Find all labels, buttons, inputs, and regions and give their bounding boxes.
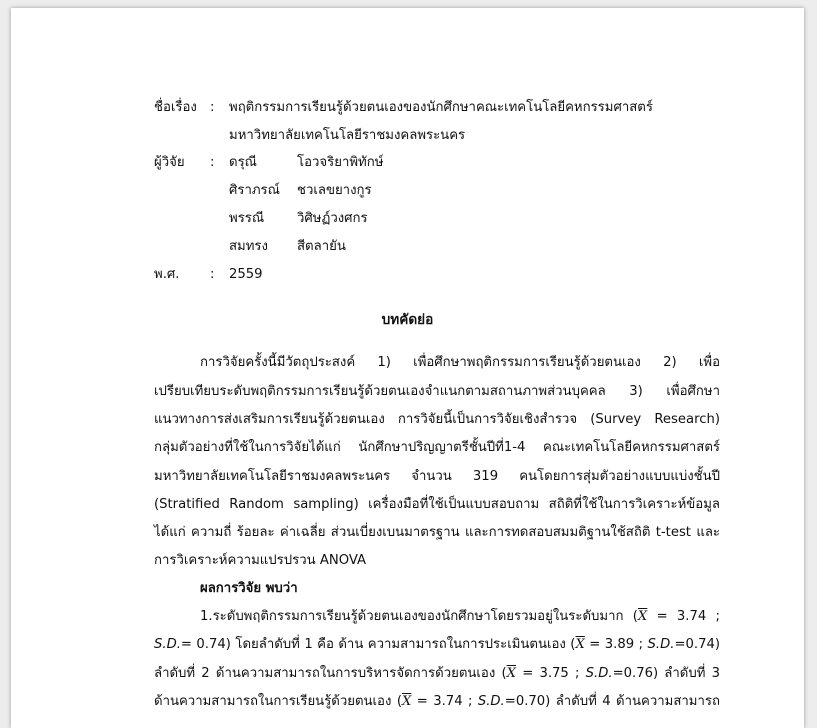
results-line-3-value: = 3.75 ; bbox=[516, 666, 586, 681]
results-line-3-text: ลำดับที่ 2 ด้านความสามารถในการบริหารจัดการด้วยตนเอง ( bbox=[154, 666, 507, 681]
results-line-2-value: = 3.89 ; bbox=[584, 637, 648, 652]
year-colon: : bbox=[210, 267, 215, 282]
results-line-4 bbox=[154, 695, 720, 708]
researcher-4-first: สมทรง bbox=[229, 239, 268, 254]
title-label: ชื่อเรื่อง bbox=[154, 100, 197, 115]
abstract-heading: บทคัดย่อ bbox=[381, 312, 434, 328]
title-line-2: มหาวิทยาลัยเทคโนโลยีราชมงคลพระนคร bbox=[229, 128, 466, 143]
researcher-4-last: สีตลายัน bbox=[297, 239, 346, 254]
results-line-1-value: = 3.74 ; bbox=[647, 609, 720, 624]
sd-symbol: S.D. bbox=[477, 694, 505, 709]
abstract-line-7: ได้แก่ ความถี่ ร้อยละ ค่าเฉลี่ย ส่วนเบี่ยงเบนมาตรฐาน และการทดสอบสมมติฐานใช้สถิติ t-test และ bbox=[154, 525, 720, 540]
researcher-colon: : bbox=[210, 155, 215, 170]
results-line-1 bbox=[200, 610, 720, 623]
abstract-line-3: แนวทางการส่งเสริมการเรียนรู้ด้วยตนเอง การวิจัยนี้เป็นการวิจัยเชิงสำรวจ (Survey Research) bbox=[154, 412, 720, 427]
results-line-3 bbox=[154, 667, 720, 680]
researcher-1-first: ดรุณี bbox=[229, 155, 257, 170]
researcher-3-first: พรรณี bbox=[229, 211, 265, 226]
sd-symbol: S.D. bbox=[154, 637, 181, 652]
abstract-line-1: การวิจัยครั้งนี้มีวัตถุประสงค์ 1) เพื่อศึกษาพฤติกรรมการเรียนรู้ด้วยตนเอง 2) เพื่อ bbox=[200, 355, 720, 370]
mean-symbol: $\overline{X}$ bbox=[637, 609, 648, 624]
document-page bbox=[11, 8, 804, 728]
researcher-2-first: ศิราภรณ์ bbox=[229, 183, 280, 198]
abstract-line-8: การวิเคราะห์ความแปรปรวน ANOVA bbox=[154, 553, 367, 568]
mean-symbol: $\overline{X}$ bbox=[401, 694, 412, 709]
abstract-line-6: (Stratified Random sampling) เครื่องมือที่ใช้เป็นแบบสอบถาม สถิติที่ใช้ในการวิเคราะห์ข้อมูล bbox=[154, 497, 720, 512]
results-heading: ผลการวิจัย พบว่า bbox=[200, 581, 298, 596]
results-line-4-sd-value: =0.70) ลำดับที่ 4 ด้านความสามารถ bbox=[504, 694, 720, 709]
sd-symbol: S.D. bbox=[585, 666, 613, 681]
mean-symbol: $\overline{X}$ bbox=[575, 637, 585, 652]
year-label: พ.ศ. bbox=[154, 267, 180, 282]
researcher-2-last: ชวเลขยางกูร bbox=[297, 183, 372, 198]
abstract-line-4: กลุ่มตัวอย่างที่ใช้ในการวิจัยได้แก่ นักศึกษาปริญญาตรีชั้นปีที่1-4 คณะเทคโนโลยีคหกรรมศาสตร์ bbox=[154, 440, 720, 455]
results-line-2-sd-value: =0.74) bbox=[674, 637, 720, 652]
results-line-4-value: = 3.74 ; bbox=[411, 694, 478, 709]
sd-symbol: S.D. bbox=[647, 637, 675, 652]
results-line-2 bbox=[154, 638, 720, 651]
results-line-1-text: 1.ระดับพฤติกรรมการเรียนรู้ด้วยตนเองของนักศึกษาโดยรวมอยู่ในระดับมาก ( bbox=[200, 609, 638, 624]
year-value: 2559 bbox=[229, 267, 263, 282]
researcher-label: ผู้วิจัย bbox=[154, 155, 185, 170]
results-line-2-text: = 0.74) โดยลำดับที่ 1 คือ ด้าน ความสามารถในการประเมินตนเอง ( bbox=[180, 637, 576, 652]
results-line-3-sd-value: =0.76) ลำดับที่ 3 bbox=[612, 666, 721, 681]
mean-symbol: $\overline{X}$ bbox=[506, 666, 517, 681]
researcher-3-last: วิศิษฏ์วงศกร bbox=[297, 211, 368, 226]
title-colon: : bbox=[210, 100, 215, 115]
results-line-4-text: ด้านความสามารถในการเรียนรู้ด้วยตนเอง ( bbox=[154, 694, 402, 709]
researcher-1-last: โอวจริยาพิทักษ์ bbox=[297, 155, 384, 170]
abstract-line-5: มหาวิทยาลัยเทคโนโลยีราชมงคลพระนคร จำนวน 319 คนโดยการสุ่มตัวอย่างแบบแบ่งชั้นปี bbox=[154, 469, 720, 484]
abstract-line-2: เปรียบเทียบระดับพฤติกรรมการเรียนรู้ด้วยตนเองจำแนกตามสถานภาพส่วนบุคคล 3) เพื่อศึกษา bbox=[154, 384, 720, 399]
title-line-1: พฤติกรรมการเรียนรู้ด้วยตนเองของนักศึกษาคณะเทคโนโลยีคหกรรมศาสตร์ bbox=[229, 100, 653, 115]
